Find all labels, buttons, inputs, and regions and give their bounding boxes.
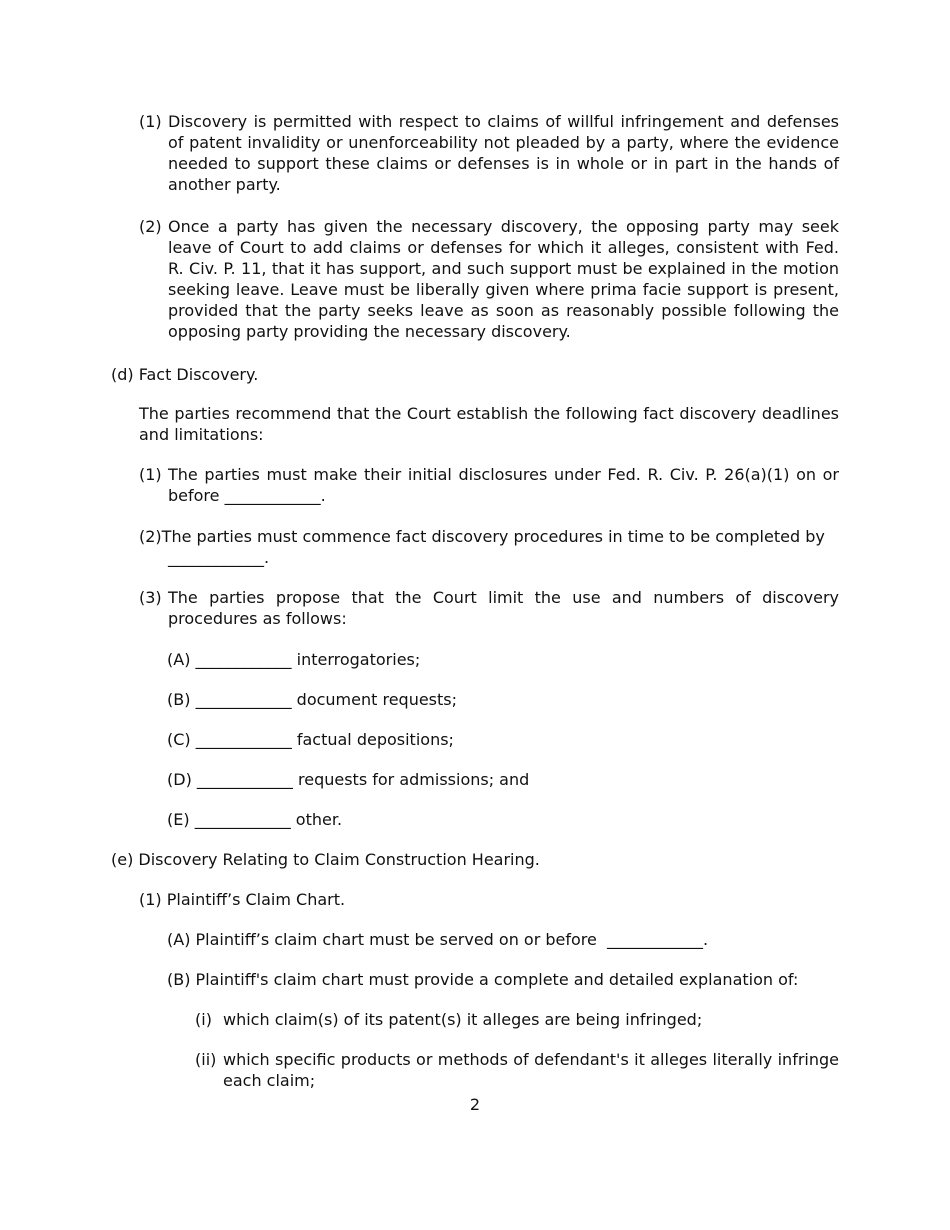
paragraph-c1-text: Discovery is permitted with respect to claims of willful infringement and defenses of patent invalidity or unenforceability not pleaded by a party, where the evidence needed to support these claims or defenses is in whole or in part in the hands of another party.	[168, 112, 839, 194]
limit-item-text: document requests;	[296, 690, 458, 709]
fact-discovery-item-3	[139, 587, 839, 629]
page-number: 2	[469, 1095, 481, 1114]
limit-item	[167, 689, 457, 710]
limit-item-blank: ____________	[195, 650, 292, 669]
claim-chart-item-ii	[195, 1049, 839, 1091]
claim-chart-item-i-text: which claim(s) of its patent(s) it alleges are being infringed;	[223, 1010, 703, 1029]
fact-discovery-item-3-label: (3)	[139, 588, 162, 607]
fact-discovery-item-1-label: (1)	[139, 465, 162, 484]
limit-item	[167, 649, 420, 670]
limit-item-label: (C)	[167, 730, 191, 749]
limit-item-text: interrogatories;	[296, 650, 421, 669]
fact-discovery-item-1	[139, 464, 839, 506]
limit-item-blank: ____________	[195, 690, 292, 709]
claim-chart-item-b: (B) Plaintiff's claim chart must provide a complete and detailed explanation of:	[167, 970, 799, 989]
limit-item-label: (D)	[167, 770, 192, 789]
claim-chart-item-i-label: (i)	[195, 1010, 212, 1029]
plaintiff-claim-chart-heading: (1) Plaintiff’s Claim Chart.	[139, 890, 346, 909]
limit-item-text: factual depositions;	[296, 730, 454, 749]
claim-chart-item-ii-text: which specific products or methods of defendant's it alleges literally infringe each claim;	[223, 1050, 839, 1090]
fact-discovery-item-2-line-2: ____________.	[168, 548, 270, 567]
section-d-heading: (d) Fact Discovery.	[111, 365, 259, 384]
limit-item	[167, 729, 454, 750]
paragraph-c1-label: (1)	[139, 112, 162, 131]
limit-item-text: other.	[295, 810, 343, 829]
claim-chart-item-ii-label: (ii)	[195, 1050, 217, 1069]
limit-item-label: (A)	[167, 650, 191, 669]
limit-item-text: requests for admissions; and	[298, 770, 530, 789]
limit-item-label: (E)	[167, 810, 190, 829]
limit-item-blank: ____________	[194, 810, 291, 829]
paragraph-c1	[139, 111, 839, 195]
limit-item-blank: ____________	[195, 730, 292, 749]
fact-discovery-item-1-text: The parties must make their initial disclosures under Fed. R. Civ. P. 26(a)(1) on or before ____________.	[168, 465, 839, 505]
fact-discovery-item-2-line-1: (2)The parties must commence fact discovery procedures in time to be completed by	[139, 527, 825, 546]
section-e-heading: (e) Discovery Relating to Claim Construction Hearing.	[111, 850, 540, 869]
limit-item	[167, 769, 529, 790]
claim-chart-item-a: (A) Plaintiff’s claim chart must be served on or before ____________.	[167, 930, 709, 949]
limit-item	[167, 809, 342, 830]
limit-item-label: (B)	[167, 690, 191, 709]
limit-item-blank: ____________	[196, 770, 293, 789]
paragraph-c2-label: (2)	[139, 217, 162, 236]
claim-chart-item-i	[195, 1009, 839, 1030]
paragraph-c2-text: Once a party has given the necessary discovery, the opposing party may seek leave of Court to add claims or defenses for which it alleges, consistent with Fed. R. Civ. P. 11, that it has support, and such support must be explained in the motion seeking leave. Leave must be liberally given where prima facie support is present, provided that the party seeks leave as soon as reasonably possible following the opposing party providing the necessary discovery.	[168, 217, 839, 341]
paragraph-c2	[139, 216, 839, 342]
section-d-intro: The parties recommend that the Court establish the following fact discovery deadlines and limitations:	[139, 404, 839, 444]
fact-discovery-item-3-text: The parties propose that the Court limit the use and numbers of discovery procedures as follows:	[168, 588, 839, 628]
